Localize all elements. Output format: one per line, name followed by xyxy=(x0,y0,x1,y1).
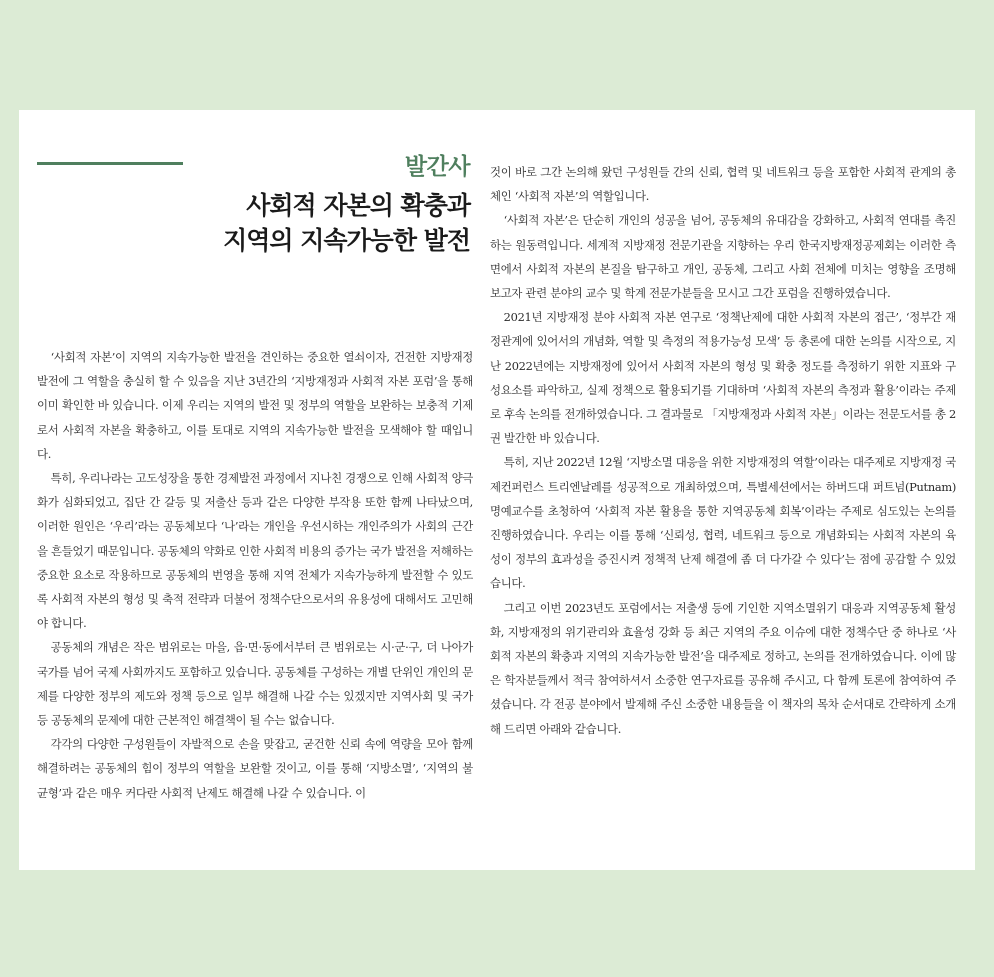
paragraph-continued: 것이 바로 그간 논의해 왔던 구성원들 간의 신뢰, 협력 및 네트워크 등을 포함한 사회적 관계의 총체인 ‘사회적 자본’의 역할입니다. xyxy=(490,165,956,204)
paragraph: 특히, 지난 2022년 12월 ‘지방소멸 대응을 위한 지방재정의 역할’이라는 대주제로 지방재정 국제컨퍼런스 트리엔날레를 성공적으로 개최하였으며, 특별세션에서는 하버드대 퍼트넘(Putnam) 명예교수를 초청하여 ‘사회적 자본 활용을 통한 지역공동체 회복’이라는 주제로 심도있는 논의를 진행하였습니다. 우리는 이를 통해 ‘신뢰성, 협력, 네트워크 등으로 개념화되는 사회적 자본의 육성이 정부의 효과성을 증진시켜 정책적 난제 해결에 좀 더 다가갈 수 있다’는 점에 공감할 수 있었습니다. xyxy=(490,455,956,591)
paragraph: 각각의 다양한 구성원들이 자발적으로 손을 맞잡고, 굳건한 신뢰 속에 역량을 모아 함께 해결하려는 공동체의 힘이 정부의 역할을 보완할 것이고, 이를 통해 ‘지방소멸’, ‘지역의 불균형’과 같은 매우 커다란 사회적 난제도 해결해 나갈 수 있습니다. 이 xyxy=(37,737,473,800)
paragraph: 2021년 지방재정 분야 사회적 자본 연구로 ‘정책난제에 대한 사회적 자본의 접근’, ‘정부간 재정관계에 있어서의 개념화, 역할 및 측정의 적용가능성 모색’ 등 총론에 대한 논의를 시작으로, 지난 2022년에는 지방재정에 있어서 사회적 자본의 형성 및 확충 정도를 측정하기 위한 지표와 구성요소를 파악하고, 실제 정책으로 활용되기를 기대하며 ‘사회적 자본의 측정과 활용’이라는 주제로 후속 논의를 전개하였습니다. 그 결과물로 「지방재정과 사회적 자본」이라는 전문도서를 총 2권 발간한 바 있습니다. xyxy=(490,310,957,446)
section-kicker: 발간사 xyxy=(404,154,470,180)
title-line-2: 지역의 지속가능한 발전 xyxy=(223,226,470,255)
paragraph: ‘사회적 자본’이 지역의 지속가능한 발전을 견인하는 중요한 열쇠이자, 건전한 지방재정 발전에 그 역할을 충실히 할 수 있음을 지난 3년간의 ‘지방재정과 사회적 자본 포럼’을 통해 이미 확인한 바 있습니다. 이제 우리는 지역의 발전 및 정부의 역할을 보완하는 보충적 기제로서 사회적 자본을 확충하고, 이를 토대로 지역의 지속가능한 발전을 모색해야 할 때입니다. xyxy=(37,350,473,461)
paragraph: 공동체의 개념은 작은 범위로는 마을, 읍·면·동에서부터 큰 범위로는 시·군·구, 더 나아가 국가를 넘어 국제 사회까지도 포함하고 있습니다. 공동체를 구성하는 개별 단위인 개인의 문제를 다양한 정부의 제도와 정책 등으로 일부 해결해 나갈 수는 있겠지만 지역사회 및 국가 등 공동체의 문제에 대한 근본적인 해결책이 될 수는 없습니다. xyxy=(37,640,473,728)
paragraph: 특히, 우리나라는 고도성장을 통한 경제발전 과정에서 지나친 경쟁으로 인해 사회적 양극화가 심화되었고, 집단 간 갈등 및 저출산 등과 같은 다양한 부작용 또한 함께 나타났으며, 이러한 원인은 ‘우리’라는 공동체보다 ‘나’라는 개인을 우선시하는 개인주의가 사회의 근간을 흔들었기 때문입니다. 공동체의 약화로 인한 사회적 비용의 증가는 국가 발전을 저해하는 중요한 요소로 작용하므로 공동체의 번영을 통해 지역 전체가 지속가능하게 발전할 수 있도록 사회적 자본의 형성 및 축적 전략과 더불어 정책수단으로서의 유용성에 대해서도 고민해야 합니다. xyxy=(37,471,473,631)
document-page xyxy=(19,110,975,870)
paragraph: 그리고 이번 2023년도 포럼에서는 저출생 등에 기인한 지역소멸위기 대응과 지역공동체 활성화, 지방재정의 위기관리와 효율성 강화 등 최근 지역의 주요 이슈에 대한 정책수단 중 하나로 ‘사회적 자본의 확충과 지역의 지속가능한 발전’을 대주제로 정하고, 논의를 전개하였습니다. 이에 많은 학자분들께서 적극 참여하셔서 소중한 연구자료를 공유해 주시고, 다 함께 토론에 참여하여 주셨습니다. 각 전공 분야에서 발제해 주신 소중한 내용들을 이 책자의 목차 순서대로 간략하게 소개해 드리면 아래와 같습니다. xyxy=(490,600,956,736)
paragraph: ‘사회적 자본’은 단순히 개인의 성공을 넘어, 공동체의 유대감을 강화하고, 사회적 연대를 촉진하는 원동력입니다. 세계적 지방재정 전문기관을 지향하는 우리 한국지방재정공제회는 이러한 측면에서 사회적 자본의 본질을 탐구하고 개인, 공동체, 그리고 사회 전체에 미치는 영향을 조명해 보고자 관련 분야의 교수 및 학계 전문가분들을 모시고 그간 포럼을 진행하였습니다. xyxy=(490,213,956,301)
right-column xyxy=(490,160,956,741)
accent-rule xyxy=(37,162,183,165)
page-title xyxy=(223,188,470,258)
left-column xyxy=(37,345,473,805)
title-line-1: 사회적 자본의 확충과 xyxy=(246,191,470,220)
